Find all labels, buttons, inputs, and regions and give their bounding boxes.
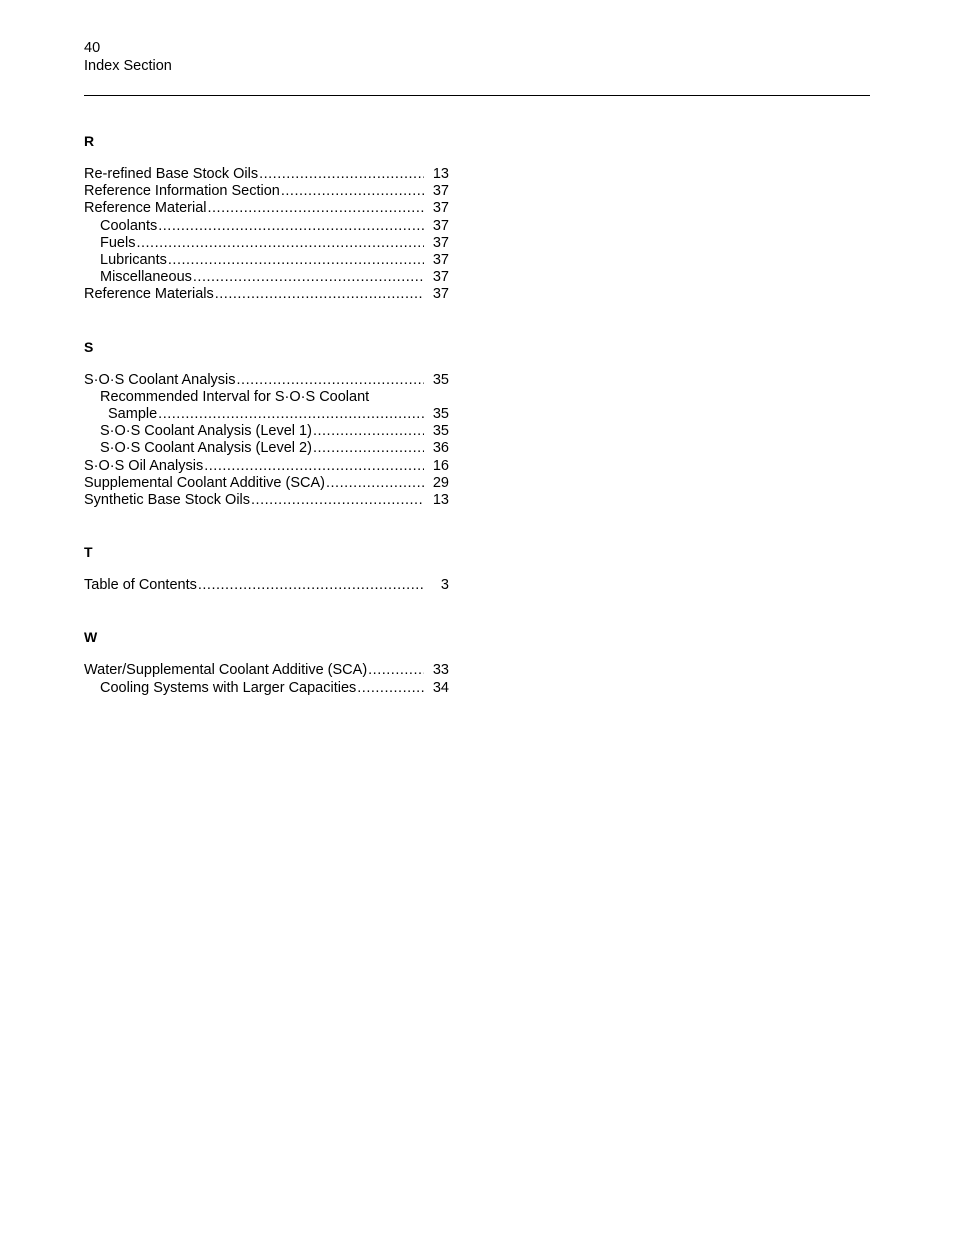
index-entry-page: 29 bbox=[432, 474, 449, 491]
index-entry bbox=[84, 475, 449, 492]
index-entry-label: Miscellaneous bbox=[100, 269, 192, 286]
index-entry-label: Synthetic Base Stock Oils bbox=[84, 492, 251, 509]
index-entry bbox=[84, 235, 449, 252]
index-entry-page: 13 bbox=[432, 492, 449, 509]
index-entry-label: S·O·S Coolant Analysis bbox=[84, 371, 236, 388]
section-letter: S bbox=[84, 338, 94, 355]
header-rule bbox=[84, 95, 870, 96]
index-entry bbox=[84, 286, 449, 303]
dot-leader bbox=[313, 423, 424, 440]
index-entry-label: Reference Materials bbox=[84, 286, 214, 303]
index-entry bbox=[84, 252, 449, 269]
index-entry-label: Table of Contents bbox=[84, 577, 197, 594]
index-entry-page: 35 bbox=[432, 406, 449, 423]
index-entry bbox=[84, 372, 449, 389]
index-entry-page: 37 bbox=[432, 269, 449, 286]
index-entry-label: Lubricants bbox=[100, 252, 167, 269]
index-section-w bbox=[84, 627, 449, 696]
index-entry-page: 37 bbox=[432, 183, 449, 200]
index-entry-page: 16 bbox=[432, 457, 449, 474]
index-entry-label: Water/Supplemental Coolant Additive (SCA) bbox=[84, 662, 368, 679]
dot-leader bbox=[136, 235, 424, 252]
index-entry bbox=[84, 269, 449, 286]
dot-leader bbox=[168, 252, 424, 269]
index-entry-label: Reference Material bbox=[84, 200, 207, 217]
index-section-s bbox=[84, 337, 449, 510]
index-entry bbox=[84, 680, 449, 697]
index-entry bbox=[84, 183, 449, 200]
index-entry-label: Supplemental Coolant Additive (SCA) bbox=[84, 474, 325, 491]
index-section-t bbox=[84, 542, 449, 594]
dot-leader bbox=[198, 577, 424, 594]
dot-leader bbox=[193, 269, 424, 286]
index-entry bbox=[84, 577, 449, 594]
dot-leader bbox=[158, 218, 424, 235]
index-list bbox=[84, 131, 449, 730]
index-entry bbox=[84, 406, 449, 423]
section-letter: R bbox=[84, 133, 95, 149]
index-entry-label: S·O·S Coolant Analysis (Level 1) bbox=[100, 423, 312, 440]
index-entry bbox=[84, 200, 449, 217]
index-entry-page: 37 bbox=[432, 217, 449, 234]
index-entry-page: 13 bbox=[432, 166, 449, 182]
index-entry-page: 37 bbox=[432, 252, 449, 269]
index-entry-label: Coolants bbox=[100, 217, 158, 234]
dot-leader bbox=[326, 475, 424, 492]
index-entry-label: Recommended Interval for S·O·S Coolant bbox=[100, 388, 370, 405]
index-entry bbox=[84, 492, 449, 509]
section-letter: T bbox=[84, 544, 93, 561]
index-entry-label: Re-refined Base Stock Oils bbox=[84, 166, 259, 182]
index-entry-page: 37 bbox=[432, 200, 449, 217]
page-header bbox=[84, 39, 172, 75]
dot-leader bbox=[281, 183, 424, 200]
index-entry bbox=[84, 662, 449, 679]
dot-leader bbox=[208, 200, 425, 217]
index-entry bbox=[84, 458, 449, 475]
dot-leader bbox=[357, 680, 424, 697]
index-entry-page: 35 bbox=[432, 423, 449, 440]
dot-leader bbox=[204, 458, 424, 475]
index-entry-label: Reference Information Section bbox=[84, 183, 280, 200]
index-entry bbox=[84, 218, 449, 235]
index-entry bbox=[84, 166, 449, 183]
index-entry-page: 3 bbox=[440, 577, 449, 594]
index-entry-label: Cooling Systems with Larger Capacities bbox=[100, 679, 357, 696]
page-number: 40 bbox=[84, 40, 101, 56]
dot-leader bbox=[259, 166, 424, 183]
index-entry-page: 35 bbox=[432, 371, 449, 388]
index-entry-label: Sample bbox=[108, 406, 158, 423]
index-entry-page: 33 bbox=[432, 662, 449, 679]
section-title: Index Section bbox=[84, 58, 172, 74]
index-entry-label: Fuels bbox=[100, 234, 136, 251]
dot-leader bbox=[313, 440, 424, 457]
dot-leader bbox=[237, 372, 424, 389]
index-entry-page: 34 bbox=[432, 679, 449, 696]
index-entry-label: S·O·S Oil Analysis bbox=[84, 457, 204, 474]
section-letter: W bbox=[84, 629, 98, 646]
index-entry bbox=[84, 440, 449, 457]
index-entry-label: S·O·S Coolant Analysis (Level 2) bbox=[100, 440, 312, 457]
index-entry-page: 37 bbox=[432, 286, 449, 303]
dot-leader bbox=[368, 662, 424, 679]
index-entry bbox=[84, 423, 449, 440]
dot-leader bbox=[215, 286, 424, 303]
index-entry-page: 37 bbox=[432, 234, 449, 251]
dot-leader bbox=[158, 406, 424, 423]
index-section-r bbox=[84, 131, 449, 304]
index-entry-page: 36 bbox=[432, 440, 449, 457]
dot-leader bbox=[251, 492, 424, 509]
